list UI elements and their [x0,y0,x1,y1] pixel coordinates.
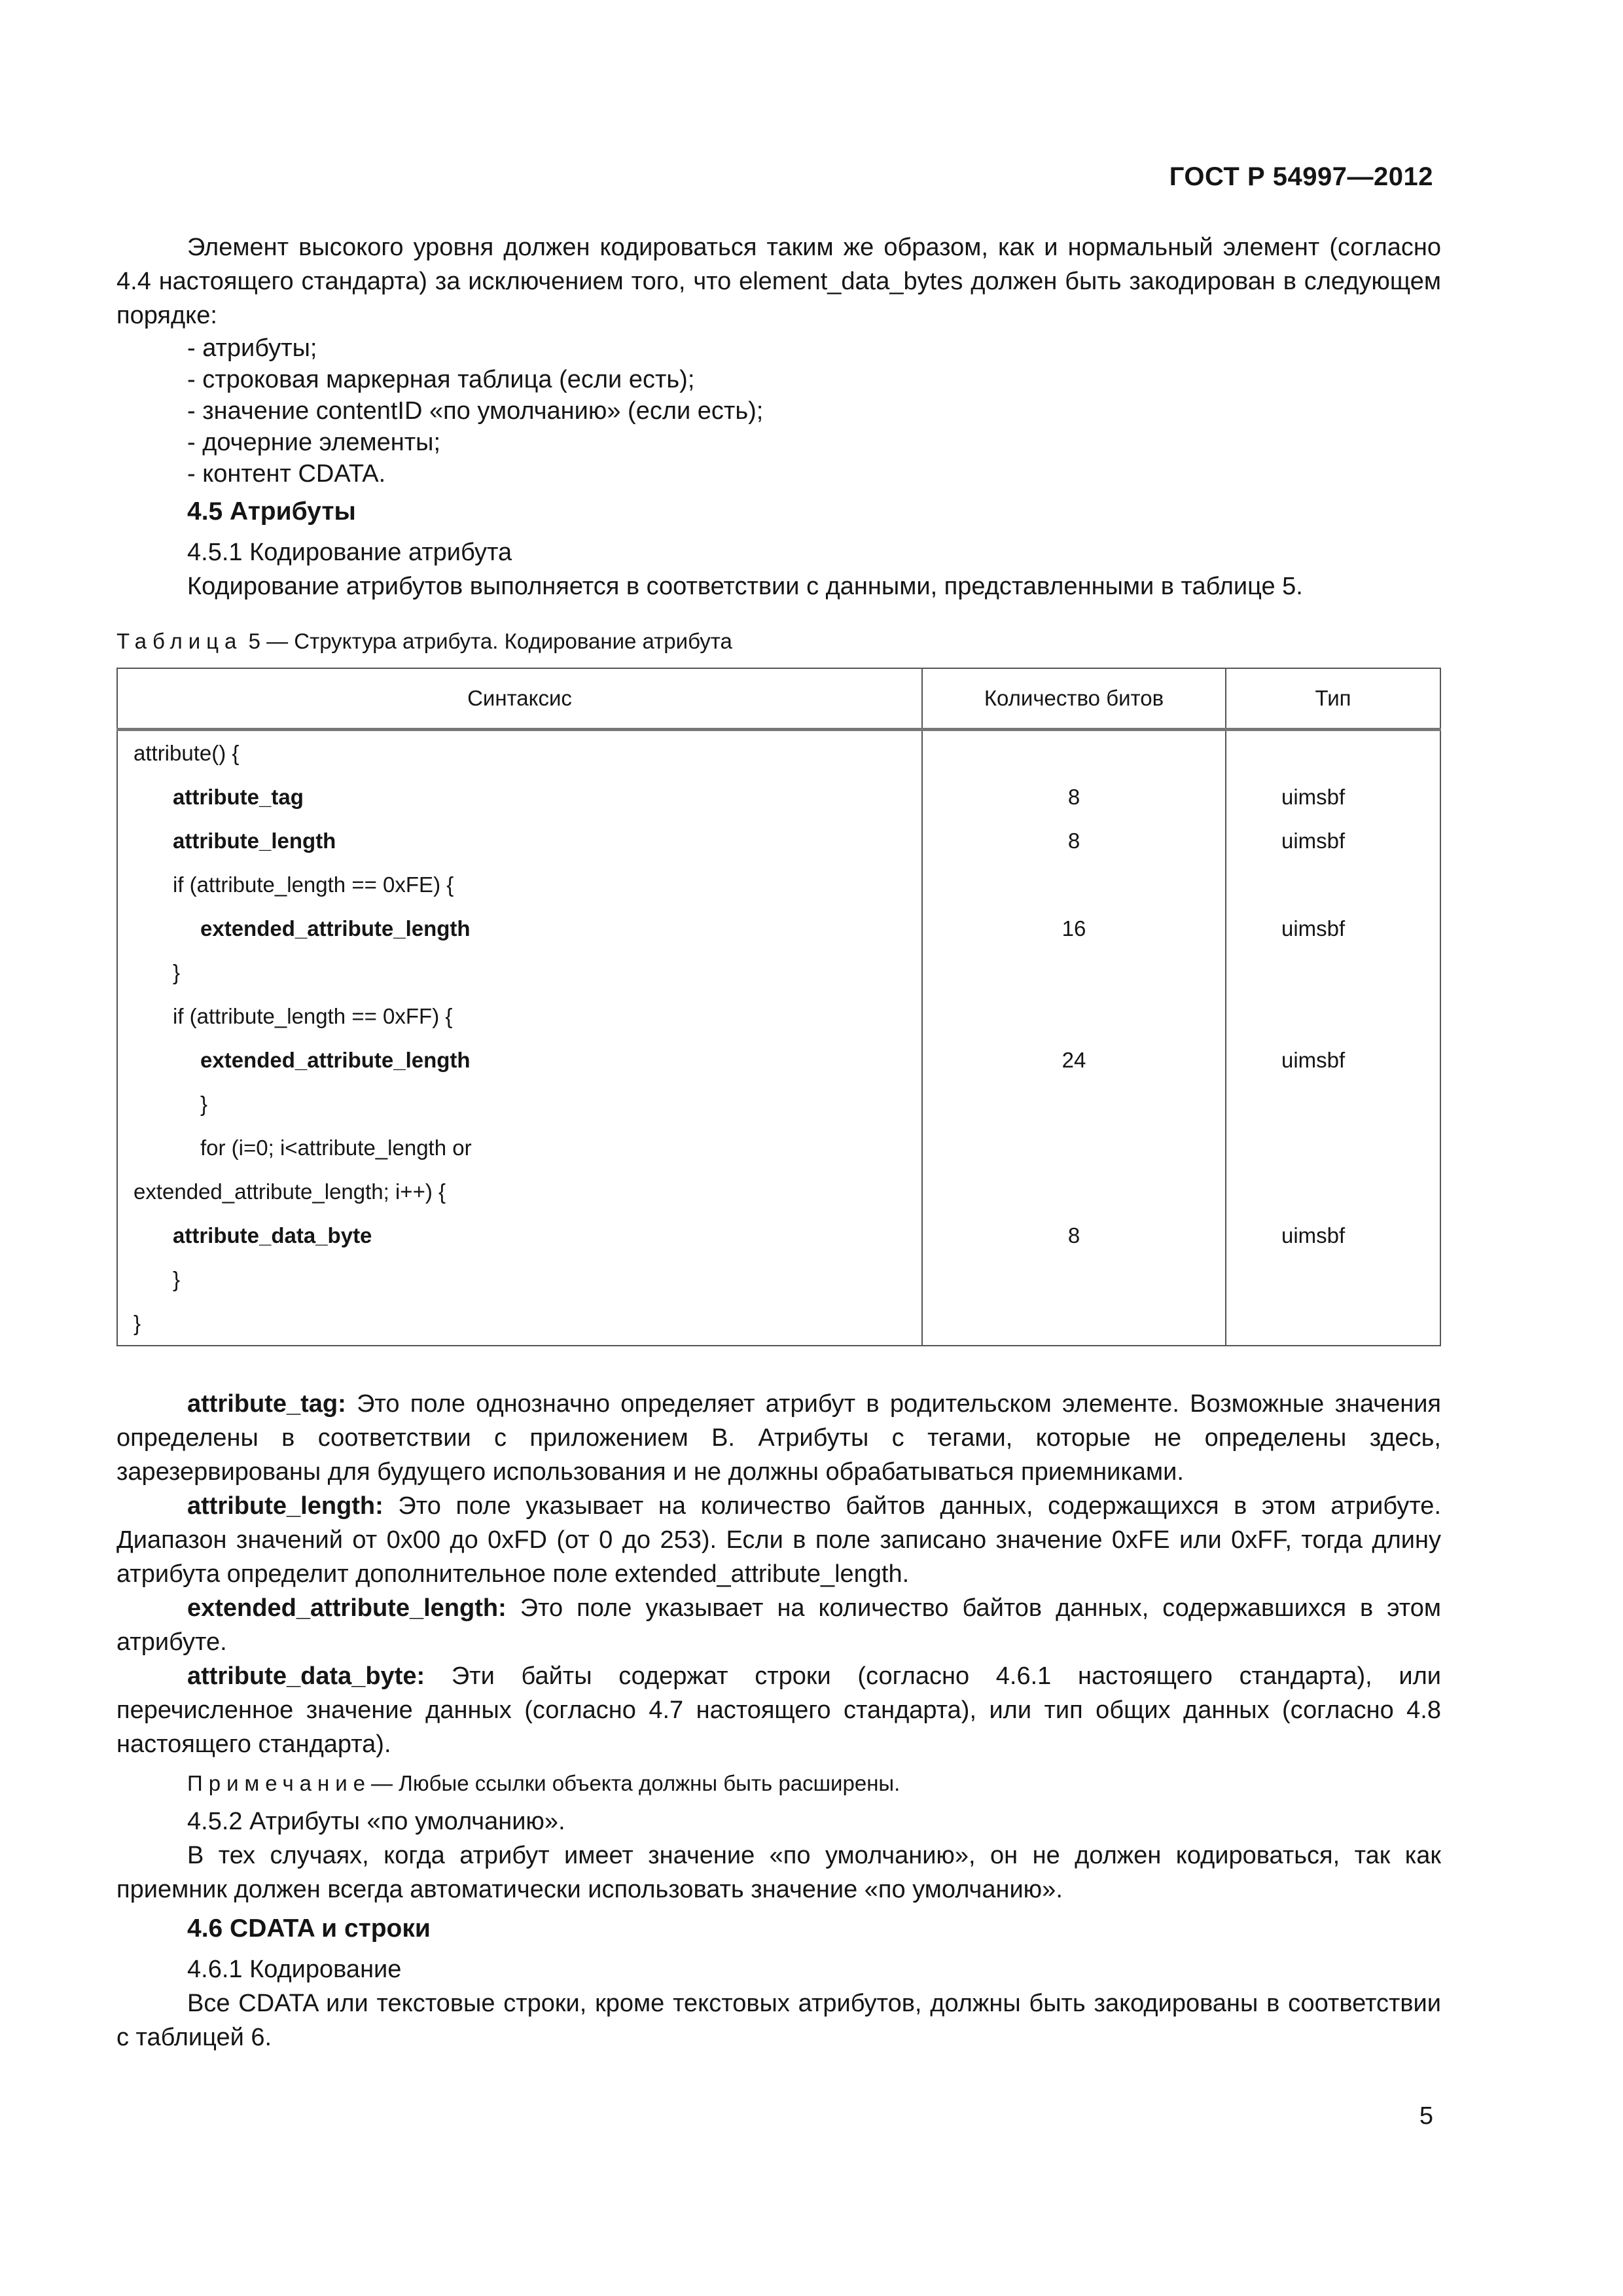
table-caption [116,627,1441,656]
bits-cell [922,730,1226,776]
definition-text: Это поле указывает на количество байтов данных, содержавшихся в этом атрибуте. [116,1594,1442,1656]
list-item: - контент CDATA. [187,460,386,488]
table-row [117,863,1440,906]
bits-cell [922,863,1226,906]
type-cell [1226,730,1440,776]
syntax-cell: } [117,1301,922,1346]
definition-attribute-data-byte [116,1659,1441,1761]
table-row [117,994,1440,1038]
bits-cell [922,994,1226,1038]
definition-attribute-tag [116,1387,1441,1489]
syntax-cell: extended_attribute_length [117,906,922,950]
bits-cell: 24 [922,1038,1226,1082]
attribute-structure-table [116,668,1441,1346]
definition-term: attribute_length: [187,1492,383,1520]
note-label: Примечание [187,1771,372,1795]
definition-text: Это поле указывает на количество байтов данных, содержащихся в этом атрибуте. Диапазон значений от 0x00 до 0xFD (от 0 до 253). Если в поле записано значение 0xFE или 0xFF, тогда длину атрибута определит дополнительное поле extended_attribute_length. [116,1492,1442,1588]
definition-term: attribute_tag: [187,1390,346,1418]
syntax-cell: attribute_data_byte [117,1213,922,1257]
section-4-5-2-title: 4.5.2 Атрибуты «по умолчанию». [187,1808,565,1835]
bits-cell: 8 [922,819,1226,863]
list-item: - строковая маркерная таблица (если есть); [187,366,695,393]
type-cell [1226,863,1440,906]
definition-extended-attribute-length [116,1591,1441,1659]
type-cell: uimsbf [1226,1213,1440,1257]
table-row [117,775,1440,819]
intro-paragraph: Элемент высокого уровня должен кодироваться таким же образом, как и нормальный элемент (согласно 4.4 настоящего стандарта) за исключением того, что element_data_bytes должен быть закодирован в следующем порядке: [116,234,1441,329]
header-syntax: Синтаксис [117,668,922,730]
syntax-cell: attribute_length [117,819,922,863]
type-cell [1226,994,1440,1038]
intro-list [116,332,1441,490]
syntax-cell: for (i=0; i<attribute_length or [117,1126,922,1170]
syntax-cell: if (attribute_length == 0xFE) { [117,863,922,906]
type-cell: uimsbf [1226,775,1440,819]
definition-text: Эти байты содержат строки (согласно 4.6.1 настоящего стандарта), или перечисленное значение данных (согласно 4.7 настоящего стандарта), или тип общих данных (согласно 4.8 настоящего стандарта). [116,1662,1441,1758]
list-item: - дочерние элементы; [187,429,441,456]
type-cell [1226,1301,1440,1346]
list-item: - значение contentID «по умолчанию» (если есть); [187,397,764,425]
table-row [117,819,1440,863]
type-cell: uimsbf [1226,906,1440,950]
syntax-cell: if (attribute_length == 0xFF) { [117,994,922,1038]
type-cell: uimsbf [1226,819,1440,863]
type-cell [1226,1126,1440,1170]
list-item: - атрибуты; [187,334,317,362]
table-row [117,950,1440,994]
page-number: 5 [1419,2102,1433,2130]
definition-term: extended_attribute_length: [187,1594,507,1622]
definition-attribute-length [116,1489,1441,1591]
header-type: Тип [1226,668,1440,730]
syntax-cell: } [117,1082,922,1126]
type-cell [1226,1257,1440,1301]
type-cell: uimsbf [1226,1038,1440,1082]
bits-cell: 8 [922,775,1226,819]
syntax-cell: attribute_tag [117,775,922,819]
syntax-cell: } [117,1257,922,1301]
table-row [117,1038,1440,1082]
section-4-5-2-text: В тех случаях, когда атрибут имеет значение «по умолчанию», он не должен кодироваться, так как приемник должен всегда автоматически использовать значение «по умолчанию». [116,1842,1441,1903]
syntax-cell: attribute() { [117,730,922,776]
section-4-6-1-text: Все CDATA или текстовые строки, кроме текстовых атрибутов, должны быть закодированы в соответствии с таблицей 6. [116,1990,1441,2051]
section-4-6-1-title: 4.6.1 Кодирование [187,1956,402,1983]
table-row [117,1301,1440,1346]
table-row [117,906,1440,950]
note-text: — Любые ссылки объекта должны быть расширены. [371,1771,901,1795]
bits-cell [922,1082,1226,1126]
type-cell [1226,950,1440,994]
syntax-cell: } [117,950,922,994]
table-row [117,1257,1440,1301]
table-row [117,1170,1440,1213]
type-cell [1226,1170,1440,1213]
header-bits: Количество битов [922,668,1226,730]
table-caption-label: Таблица [116,629,243,653]
table-row [117,1082,1440,1126]
note [116,1768,1441,1799]
page-content [116,230,1441,2054]
bits-cell [922,950,1226,994]
table-header-row [117,668,1440,730]
syntax-cell: extended_attribute_length [117,1038,922,1082]
section-4-6-title: 4.6 CDATA и строки [187,1914,431,1943]
bits-cell [922,1170,1226,1213]
definition-term: attribute_data_byte: [187,1662,425,1690]
bits-cell: 16 [922,906,1226,950]
bits-cell [922,1257,1226,1301]
bits-cell: 8 [922,1213,1226,1257]
table-row [117,1126,1440,1170]
bits-cell [922,1301,1226,1346]
section-4-5-1-text: Кодирование атрибутов выполняется в соответствии с данными, представленными в таблице 5. [187,573,1303,600]
table-caption-text: 5 — Структура атрибута. Кодирование атрибута [248,629,732,653]
section-4-5-title: 4.5 Атрибуты [187,497,356,526]
section-4-5-1-title: 4.5.1 Кодирование атрибута [187,539,512,566]
syntax-cell: extended_attribute_length; i++) { [117,1170,922,1213]
definition-text: Это поле однозначно определяет атрибут в родительском элементе. Возможные значения определены в соответствии с приложением В. Атрибуты с тегами, которые не определены здесь, зарезервированы для будущего использования и не должны обрабатываться приемниками. [116,1390,1441,1486]
type-cell [1226,1082,1440,1126]
bits-cell [922,1126,1226,1170]
table-row [117,1213,1440,1257]
standard-header: ГОСТ Р 54997—2012 [1169,162,1433,191]
table-row [117,730,1440,776]
